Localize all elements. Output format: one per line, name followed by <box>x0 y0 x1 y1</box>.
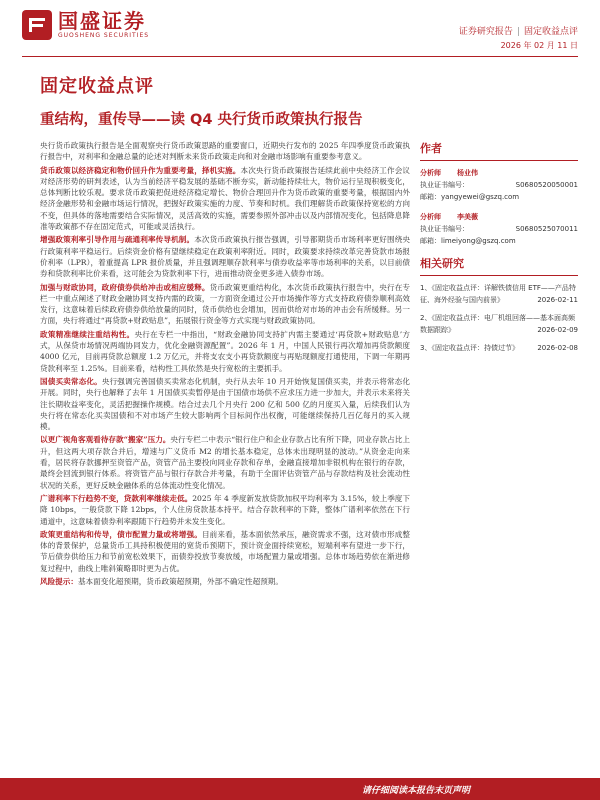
cert-label: 执业证书编号： <box>420 181 469 189</box>
logo-name: 国盛证券 <box>58 9 146 33</box>
related-heading: 相关研究 <box>420 255 578 276</box>
paragraph-highlight: 风险提示： <box>40 576 78 586</box>
cert-label: 执业证书编号： <box>420 225 469 233</box>
body-paragraph <box>40 376 410 432</box>
cert-number: S0680525070011 <box>515 225 578 233</box>
main-body <box>40 140 410 589</box>
body-paragraph <box>40 282 410 327</box>
authors-heading: 作者 <box>420 140 578 161</box>
analyst-name: 李美薇 <box>457 213 478 221</box>
paragraph-text: 央行专栏二中表示“银行住户和企业存款占比有所下降，同业存款占比上升，但这两大项存款合并后，增速与广义货币 M2 的增长基本稳定，总体未出现明显的波动。”从资金走向来看，居民将存款挪押至资管产品，资管产品主要投向同业存款和存单，金融直接增加非银机构在银行的存款，最终会回流到银行体系。将资管产品与银行存款合并考量，有助于全面评估资管产品与存款结构及社会流动性状况的关系，更好反映金融体系的总体流动性变化情况。 <box>40 435 410 490</box>
body-paragraph <box>40 165 410 233</box>
related-item[interactable] <box>420 282 578 306</box>
email-label: 邮箱： <box>420 237 441 245</box>
analyst-card <box>420 211 578 247</box>
body-paragraph <box>40 140 410 163</box>
analyst-card <box>420 167 578 203</box>
paragraph-text: 2025 年 4 季度新发放贷款加权平均利率为 3.15%，较上季度下降 10bps，一般贷款下降 12bps，个人住房贷款基本持平。结合存款利率的下降，整体广谱利率依然在下行通道中，这意味着债券利率跟随下行趋势并未发生变化。 <box>40 493 411 526</box>
sidebar <box>420 140 578 360</box>
report-category: 证券研究报告 <box>458 27 513 37</box>
related-date: 2026-02-08 <box>537 344 578 352</box>
paragraph-text: 本次央行货币政策报告延续此前中央经济工作会议对经济形势的研判表述，认为当前经济平稳发展的基础不断夯实，新动能持续壮大，物价运行呈现积极变化，总体判断比较乐观。要求货币政策把促进经济稳定增长、物价合理回升作为货币政策的重要考量，根据国内外经济金融形势和金融市场运行情况，把握好政策实施的力度、节奏和时机。我们理解货币政策保持宽松的方向不变，但具体的落地需要结合实际情况，灵活高效的实施，需要参照外部冲击以及内部情况变化，包括降息降准等政策都不存在固定范式，可能或灵活执行。 <box>40 165 411 232</box>
body-paragraph <box>40 493 410 527</box>
body-paragraph <box>40 234 410 279</box>
related-date: 2026-02-09 <box>537 326 578 334</box>
company-logo <box>22 10 149 40</box>
analyst-email[interactable]: limeiyong@gszq.com <box>441 237 516 245</box>
logo-mark-icon <box>22 10 52 40</box>
cert-number: S0680520050001 <box>515 181 578 189</box>
document-title: 重结构，重传导——读 Q4 央行货币政策执行报告 <box>40 112 363 128</box>
paragraph-highlight: 国债买卖常态化。 <box>40 376 102 386</box>
paragraph-highlight: 政策更重结构和传导，债市配置力量或将增强。 <box>40 529 202 539</box>
related-item[interactable] <box>420 342 578 354</box>
report-subcategory: 固定收益点评 <box>523 27 578 37</box>
page-header <box>0 0 600 56</box>
body-paragraph <box>40 434 410 490</box>
analyst-role: 分析师 <box>420 169 441 177</box>
risk-warning <box>40 576 410 587</box>
analyst-name: 杨业伟 <box>457 169 478 177</box>
paragraph-text: 基本面变化超预期，货币政策超预期，外部不确定性超预期。 <box>77 576 283 586</box>
paragraph-text: 央行货币政策执行报告是全面观察央行货币政策思路的重要窗口，近期央行发布的 2025 年四季度货币政策执行报告中，对利率和金融总量的论述对判断未来货币政策走向和对金融市场影响有重要参考意义。 <box>40 141 410 162</box>
email-label: 邮箱： <box>420 193 441 201</box>
paragraph-text: 本次货币政策执行报告强调，引导都期货币市场利率更好围绕央行政策利率平稳运行。后续资金价格有望继续稳定在政策利率附近。同时，政策要求持续改革完善贷款市场报价利率（LPR），着重提高 LPR 报价质量，并且强调理顺存款利率与债券收益率等市场利率的关系，以目前债券和贷款利率比价来看，这可能会为贷款利率下行，进而推动资金更多进入债券市场。 <box>40 235 410 279</box>
paragraph-highlight: 广谱利率下行趋势不变，贷款利率继续走低。 <box>40 493 193 503</box>
paragraph-highlight: 货币政策以经济稳定和物价回升作为重要考量，择机实施。 <box>40 165 241 175</box>
paragraph-highlight: 增强政策利率引导作用与疏通利率传导机制。 <box>40 235 195 245</box>
body-paragraph <box>40 329 410 374</box>
paragraph-highlight: 加强与财政协同，政府债券供给冲击或相应缓释。 <box>40 282 210 292</box>
report-date: 2026 年 02 月 11 日 <box>500 41 578 50</box>
body-paragraph <box>40 529 410 574</box>
paragraph-text: 央行强调完善国债买卖常态化机制，央行从去年 10 月开始恢复国债买卖，并表示将常态化开展。同时，央行也解释了去年 1 月国债买卖暂停是由于国债市场供不应求压力进一步加大，并表示未来将关注长期收益率变化，灵活把握操作规模。结合过去几个月央行 200 亿和 500 亿的月度买入量，后续我们认为央行将在常态化买卖国债和不对市场产生较大影响两个目标间作出权衡，可能继续保持几百亿每月的买入规模。 <box>40 376 410 432</box>
related-date: 2026-02-11 <box>537 296 578 304</box>
document-type: 固定收益点评 <box>40 76 154 97</box>
related-title[interactable]: 2、《固定收益点评：电厂机组回落——基本面高频数据跟踪》 <box>420 314 575 334</box>
paragraph-text: 货币政策更重结构化，本次货币政策执行报告中，央行在专栏一中重点阐述了财政金融协同支持内需的政策，一方面资金通过公开市场操作等方式支持政府债券顺利高效发行，这意味着后续政府债券供给放量的同时，货币供给也会增加，因而供给对市场的冲击会有所缓释。另一方面，央行将通过“再贷款+财政贴息”，拓展银行资金等方式实现与财政政策协同。 <box>40 282 411 326</box>
paragraph-text: 目前来看，基本面依然承压，融资需求不强，这对债市形成整体的背景保护，总量货币工具持积极使用的宽货币预期下，预计资金面持续宽松，短端利率有望进一步下行，节后债券供给压力和节前宽松效果下，而债券投放节奏放缓，市场配置力量或增强。总体市场趋势依在渐进修复过程中，曲线上唯斜策略即时更为占优。 <box>40 529 411 573</box>
header-divider <box>22 56 578 57</box>
related-item[interactable] <box>420 312 578 336</box>
page-footer <box>0 778 600 800</box>
paragraph-highlight: 政策精准继续注重结构性。 <box>40 329 135 339</box>
analyst-role: 分析师 <box>420 213 441 221</box>
related-title[interactable]: 3、《固定收益点评：持债过节》 <box>420 344 519 352</box>
paragraph-text: 央行在专栏一中指出，“财政金融协同支持扩内需主要通过‘再贷款+财政贴息’方式，从保贷市场情况两端协同发力，优化金融资源配置”。2026 年 1 月，中国人民银行再次增加再贷款额度 4000 亿元，目前再贷款总额度 1.2 万亿元，并将支农支小再贷款额度与再贴现额度打通使用，下调一年期再贷款利率至 1.25%。目前来看，结构性工具依然是央行宽松的主要抓手。 <box>40 329 411 373</box>
related-title[interactable]: 1、《固定收益点评：详解铁债信用 ETF——产品特征、海外经验与国内前景》 <box>420 284 576 304</box>
analyst-email[interactable]: yangyewei@gszq.com <box>441 193 520 201</box>
header-category: 证券研究报告 | 固定收益点评 <box>458 27 578 37</box>
footer-disclaimer: 请仔细阅读本报告末页声明 <box>361 786 470 796</box>
paragraph-highlight: 以更广视角客观看待存款“搬家”压力。 <box>40 435 171 445</box>
logo-english: GUOSHENG SECURITIES <box>58 32 150 39</box>
